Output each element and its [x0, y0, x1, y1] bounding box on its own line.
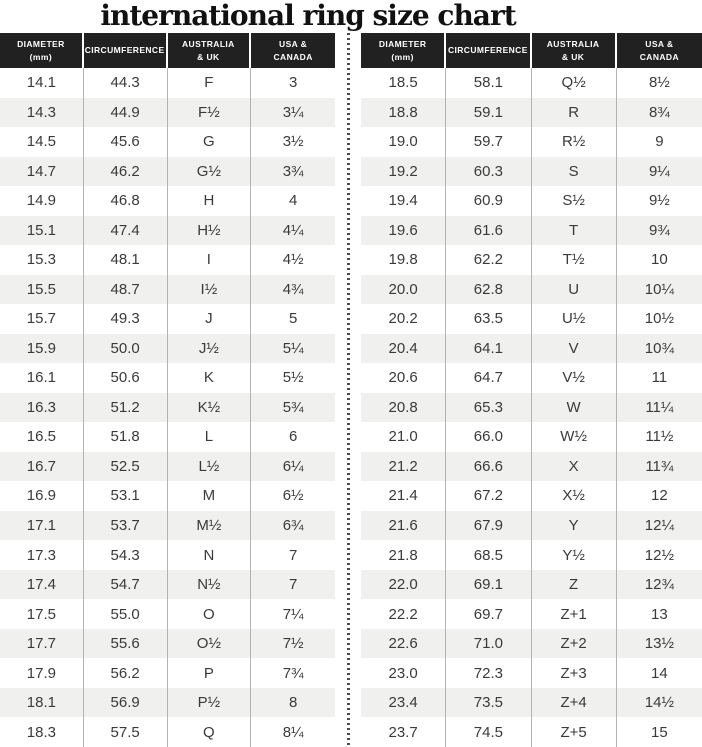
table-cell: 54.7: [84, 570, 168, 600]
column-header-line: (mm): [29, 51, 53, 62]
ring-size-table-left: [0, 33, 335, 747]
table-row: [361, 658, 702, 688]
table-cell: L½: [168, 452, 252, 482]
title-bar: [0, 0, 702, 33]
column-header-line: CIRCUMFERENCE: [84, 45, 165, 56]
ring-size-table-right: [361, 33, 702, 747]
table-cell: I½: [168, 275, 252, 305]
table-cell: 68.5: [446, 540, 531, 570]
table-cell: 62.8: [446, 275, 531, 305]
column-header-usa-canada: [617, 33, 702, 68]
table-row: [0, 334, 335, 364]
table-cell: 59.7: [446, 127, 531, 157]
table-cell: 21.8: [361, 540, 446, 570]
table-cell: 20.0: [361, 275, 446, 305]
table-row: [0, 422, 335, 452]
table-row: [361, 452, 702, 482]
table-cell: Q½: [532, 68, 617, 98]
table-cell: P: [168, 658, 252, 688]
table-cell: 9¾: [648, 221, 670, 239]
table-cell: 7: [288, 576, 298, 594]
table-cell: 22.2: [361, 599, 446, 629]
table-cell: U: [532, 275, 617, 305]
table-cell: 11¼: [645, 398, 674, 416]
table-row: [0, 157, 335, 187]
table-cell: 50.6: [84, 363, 168, 393]
column-header-line: & UK: [561, 51, 585, 62]
table-row: [0, 186, 335, 216]
table-body-right: [361, 68, 702, 747]
table-cell: 16.7: [0, 452, 84, 482]
table-cell: 69.1: [446, 570, 531, 600]
table-cell: 7¾: [282, 664, 304, 682]
table-cell: 4: [288, 192, 298, 210]
table-row: [0, 688, 335, 718]
table-cell: 56.2: [84, 658, 168, 688]
table-cell: 5¾: [282, 398, 304, 416]
table-cell: 53.7: [84, 511, 168, 541]
table-row: [0, 599, 335, 629]
table-cell: Y½: [532, 540, 617, 570]
table-cell: 10¾: [644, 339, 674, 357]
table-cell: 9¼: [648, 162, 670, 180]
table-cell: 13½: [644, 635, 674, 653]
table-cell: H: [168, 186, 252, 216]
table-cell: K½: [168, 393, 252, 423]
table-cell: 23.4: [361, 688, 446, 718]
table-row: [361, 511, 702, 541]
table-row: [0, 363, 335, 393]
table-row: [0, 216, 335, 246]
table-row: [361, 334, 702, 364]
table-row: [361, 540, 702, 570]
table-cell: 67.9: [446, 511, 531, 541]
column-header-line: AUSTRALIA: [546, 39, 600, 50]
table-cell: S½: [532, 186, 617, 216]
table-header-row: [361, 33, 702, 68]
table-cell: 65.3: [446, 393, 531, 423]
table-cell: 71.0: [446, 629, 531, 659]
table-cell: 17.9: [0, 658, 84, 688]
table-cell: 14.1: [0, 68, 84, 98]
table-cell: J: [168, 304, 252, 334]
table-cell: 45.6: [84, 127, 168, 157]
table-cell: 20.2: [361, 304, 446, 334]
table-cell: G: [168, 127, 252, 157]
table-cell: 72.3: [446, 658, 531, 688]
table-cell: 49.3: [84, 304, 168, 334]
table-cell: 54.3: [84, 540, 168, 570]
table-cell: 23.0: [361, 658, 446, 688]
table-cell: M: [168, 481, 252, 511]
table-cell: 23.7: [361, 717, 446, 747]
table-cell: 10¼: [644, 280, 674, 298]
table-cell: 4¼: [282, 221, 304, 239]
table-cell: F½: [168, 98, 252, 128]
table-cell: 73.5: [446, 688, 531, 718]
table-cell: S: [532, 157, 617, 187]
table-cell: 44.3: [84, 68, 168, 98]
table-row: [0, 658, 335, 688]
table-cell: 6¼: [282, 457, 304, 475]
table-cell: 12¾: [644, 576, 674, 594]
table-cell: 18.5: [361, 68, 446, 98]
dashed-divider: [347, 33, 350, 747]
table-cell: F: [168, 68, 252, 98]
column-header-line: CIRCUMFERENCE: [447, 45, 528, 56]
table-cell: 17.3: [0, 540, 84, 570]
table-cell: Z+1: [532, 599, 617, 629]
table-cell: 22.6: [361, 629, 446, 659]
table-cell: P½: [168, 688, 252, 718]
table-cell: 17.7: [0, 629, 84, 659]
table-cell: 10: [651, 251, 668, 269]
table-cell: V½: [532, 363, 617, 393]
table-cell: 16.1: [0, 363, 84, 393]
table-cell: 67.2: [446, 481, 531, 511]
column-header-line: (mm): [391, 51, 414, 62]
table-row: [361, 688, 702, 718]
table-cell: 60.3: [446, 157, 531, 187]
table-row: [361, 363, 702, 393]
table-cell: 55.0: [84, 599, 168, 629]
table-cell: 14.3: [0, 98, 84, 128]
table-cell: U½: [532, 304, 617, 334]
table-row: [0, 68, 335, 98]
table-cell: 46.2: [84, 157, 168, 187]
table-cell: 3¾: [282, 162, 304, 180]
table-cell: Z+5: [532, 717, 617, 747]
table-row: [0, 275, 335, 305]
table-cell: 19.4: [361, 186, 446, 216]
table-cell: 15.7: [0, 304, 84, 334]
table-cell: 44.9: [84, 98, 168, 128]
table-cell: 18.3: [0, 717, 84, 747]
table-row: [0, 540, 335, 570]
table-cell: 18.1: [0, 688, 84, 718]
table-cell: L: [168, 422, 252, 452]
table-cell: M½: [168, 511, 252, 541]
table-cell: 56.9: [84, 688, 168, 718]
table-cell: T: [532, 216, 617, 246]
chart-content: [0, 33, 702, 747]
table-cell: 16.9: [0, 481, 84, 511]
table-cell: X½: [532, 481, 617, 511]
table-row: [0, 570, 335, 600]
table-cell: 21.2: [361, 452, 446, 482]
table-cell: 8½: [648, 74, 670, 92]
table-cell: 22.0: [361, 570, 446, 600]
table-cell: 9: [655, 133, 664, 151]
table-cell: 11: [651, 369, 668, 387]
table-cell: 14.9: [0, 186, 84, 216]
table-row: [0, 304, 335, 334]
table-row: [361, 304, 702, 334]
table-cell: R: [532, 98, 617, 128]
table-cell: V: [532, 334, 617, 364]
table-cell: Z: [532, 570, 617, 600]
table-cell: G½: [168, 157, 252, 187]
table-cell: K: [168, 363, 252, 393]
table-cell: 48.7: [84, 275, 168, 305]
table-cell: 4½: [282, 251, 304, 269]
table-cell: 10½: [644, 310, 674, 328]
table-cell: 7¼: [282, 605, 304, 623]
table-row: [0, 629, 335, 659]
table-cell: 16.5: [0, 422, 84, 452]
table-row: [361, 275, 702, 305]
table-cell: Y: [532, 511, 617, 541]
table-cell: 61.6: [446, 216, 531, 246]
table-cell: 64.7: [446, 363, 531, 393]
table-cell: 6: [288, 428, 298, 446]
table-cell: Z+4: [532, 688, 617, 718]
table-cell: 8¼: [282, 723, 304, 741]
table-cell: 51.8: [84, 422, 168, 452]
column-header-line: & UK: [197, 51, 220, 62]
table-cell: T½: [532, 245, 617, 275]
table-cell: 20.6: [361, 363, 446, 393]
table-cell: 6¾: [282, 516, 304, 534]
table-row: [361, 186, 702, 216]
table-cell: X: [532, 452, 617, 482]
table-cell: 47.4: [84, 216, 168, 246]
table-row: [0, 393, 335, 423]
table-cell: 13: [651, 605, 668, 623]
table-cell: 19.0: [361, 127, 446, 157]
table-cell: 15.9: [0, 334, 84, 364]
table-cell: 11¾: [645, 457, 674, 475]
table-cell: 55.6: [84, 629, 168, 659]
table-cell: 18.8: [361, 98, 446, 128]
table-row: [0, 511, 335, 541]
table-cell: 46.8: [84, 186, 168, 216]
table-cell: 53.1: [84, 481, 168, 511]
table-cell: J½: [168, 334, 252, 364]
table-row: [361, 599, 702, 629]
table-cell: O½: [168, 629, 252, 659]
table-cell: 48.1: [84, 245, 168, 275]
table-cell: 5½: [282, 369, 304, 387]
table-cell: 15.3: [0, 245, 84, 275]
table-cell: N½: [168, 570, 252, 600]
table-cell: 19.2: [361, 157, 446, 187]
table-cell: 15.1: [0, 216, 84, 246]
table-cell: 6½: [282, 487, 304, 505]
table-cell: 66.0: [446, 422, 531, 452]
column-header-circumference: [84, 33, 168, 68]
table-row: [361, 393, 702, 423]
table-row: [0, 452, 335, 482]
column-header-line: USA &: [645, 39, 674, 50]
table-cell: 59.1: [446, 98, 531, 128]
table-gap: [335, 33, 361, 747]
table-cell: 14.7: [0, 157, 84, 187]
table-cell: 50.0: [84, 334, 168, 364]
table-cell: 63.5: [446, 304, 531, 334]
column-header-circumference: [446, 33, 531, 68]
table-cell: 69.7: [446, 599, 531, 629]
table-cell: R½: [532, 127, 617, 157]
table-cell: 19.6: [361, 216, 446, 246]
column-header-australia-uk: [168, 33, 252, 68]
table-cell: 14.5: [0, 127, 84, 157]
table-cell: 19.8: [361, 245, 446, 275]
table-row: [361, 629, 702, 659]
table-row: [361, 157, 702, 187]
table-cell: 66.6: [446, 452, 531, 482]
table-row: [361, 245, 702, 275]
column-header-diameter: [361, 33, 446, 68]
table-cell: 64.1: [446, 334, 531, 364]
table-cell: 4¾: [282, 280, 304, 298]
table-cell: 21.6: [361, 511, 446, 541]
column-header-usa-canada: [251, 33, 335, 68]
table-cell: 15: [651, 723, 668, 741]
table-cell: 12½: [644, 546, 674, 564]
column-header-line: AUSTRALIA: [182, 39, 235, 50]
table-cell: 7: [288, 546, 298, 564]
table-row: [361, 98, 702, 128]
table-cell: 60.9: [446, 186, 531, 216]
table-cell: 17.1: [0, 511, 84, 541]
column-header-line: CANADA: [639, 51, 679, 62]
table-row: [0, 481, 335, 511]
table-row: [361, 422, 702, 452]
table-cell: 3½: [282, 133, 304, 151]
table-cell: 5: [288, 310, 298, 328]
table-row: [0, 717, 335, 747]
table-cell: 20.4: [361, 334, 446, 364]
column-header-line: CANADA: [273, 51, 313, 62]
table-cell: O: [168, 599, 252, 629]
table-cell: 62.2: [446, 245, 531, 275]
table-cell: 51.2: [84, 393, 168, 423]
table-cell: 14½: [644, 694, 674, 712]
table-row: [0, 245, 335, 275]
column-header-australia-uk: [532, 33, 617, 68]
table-header-row: [0, 33, 335, 68]
table-cell: 58.1: [446, 68, 531, 98]
table-cell: 52.5: [84, 452, 168, 482]
table-cell: 20.8: [361, 393, 446, 423]
table-cell: 8¾: [648, 103, 670, 121]
table-cell: 8: [288, 694, 298, 712]
table-cell: 12¼: [644, 516, 674, 534]
table-row: [361, 481, 702, 511]
table-cell: 17.4: [0, 570, 84, 600]
table-row: [0, 127, 335, 157]
table-cell: 5¼: [282, 339, 304, 357]
column-header-diameter: [0, 33, 84, 68]
table-row: [361, 68, 702, 98]
column-header-line: DIAMETER: [378, 39, 427, 50]
table-cell: Z+2: [532, 629, 617, 659]
column-header-line: DIAMETER: [17, 39, 65, 50]
table-cell: 21.4: [361, 481, 446, 511]
column-header-line: USA &: [279, 39, 308, 50]
table-cell: 15.5: [0, 275, 84, 305]
table-cell: 7½: [282, 635, 304, 653]
table-cell: 3¼: [282, 103, 304, 121]
table-cell: H½: [168, 216, 252, 246]
table-cell: 74.5: [446, 717, 531, 747]
table-cell: 21.0: [361, 422, 446, 452]
table-cell: 3: [288, 74, 298, 92]
table-cell: 11½: [645, 428, 674, 446]
table-cell: Z+3: [532, 658, 617, 688]
table-row: [361, 127, 702, 157]
table-body-left: [0, 68, 335, 747]
table-cell: W: [532, 393, 617, 423]
table-row: [0, 98, 335, 128]
table-cell: W½: [532, 422, 617, 452]
table-cell: 16.3: [0, 393, 84, 423]
table-row: [361, 570, 702, 600]
table-cell: 57.5: [84, 717, 168, 747]
table-cell: I: [168, 245, 252, 275]
table-cell: 14: [651, 664, 668, 682]
table-row: [361, 717, 702, 747]
table-cell: 12: [651, 487, 668, 505]
table-cell: 17.5: [0, 599, 84, 629]
table-cell: Q: [168, 717, 252, 747]
table-row: [361, 216, 702, 246]
table-cell: N: [168, 540, 252, 570]
table-cell: 9½: [648, 192, 670, 210]
page-title: international ring size chart: [100, 0, 516, 32]
